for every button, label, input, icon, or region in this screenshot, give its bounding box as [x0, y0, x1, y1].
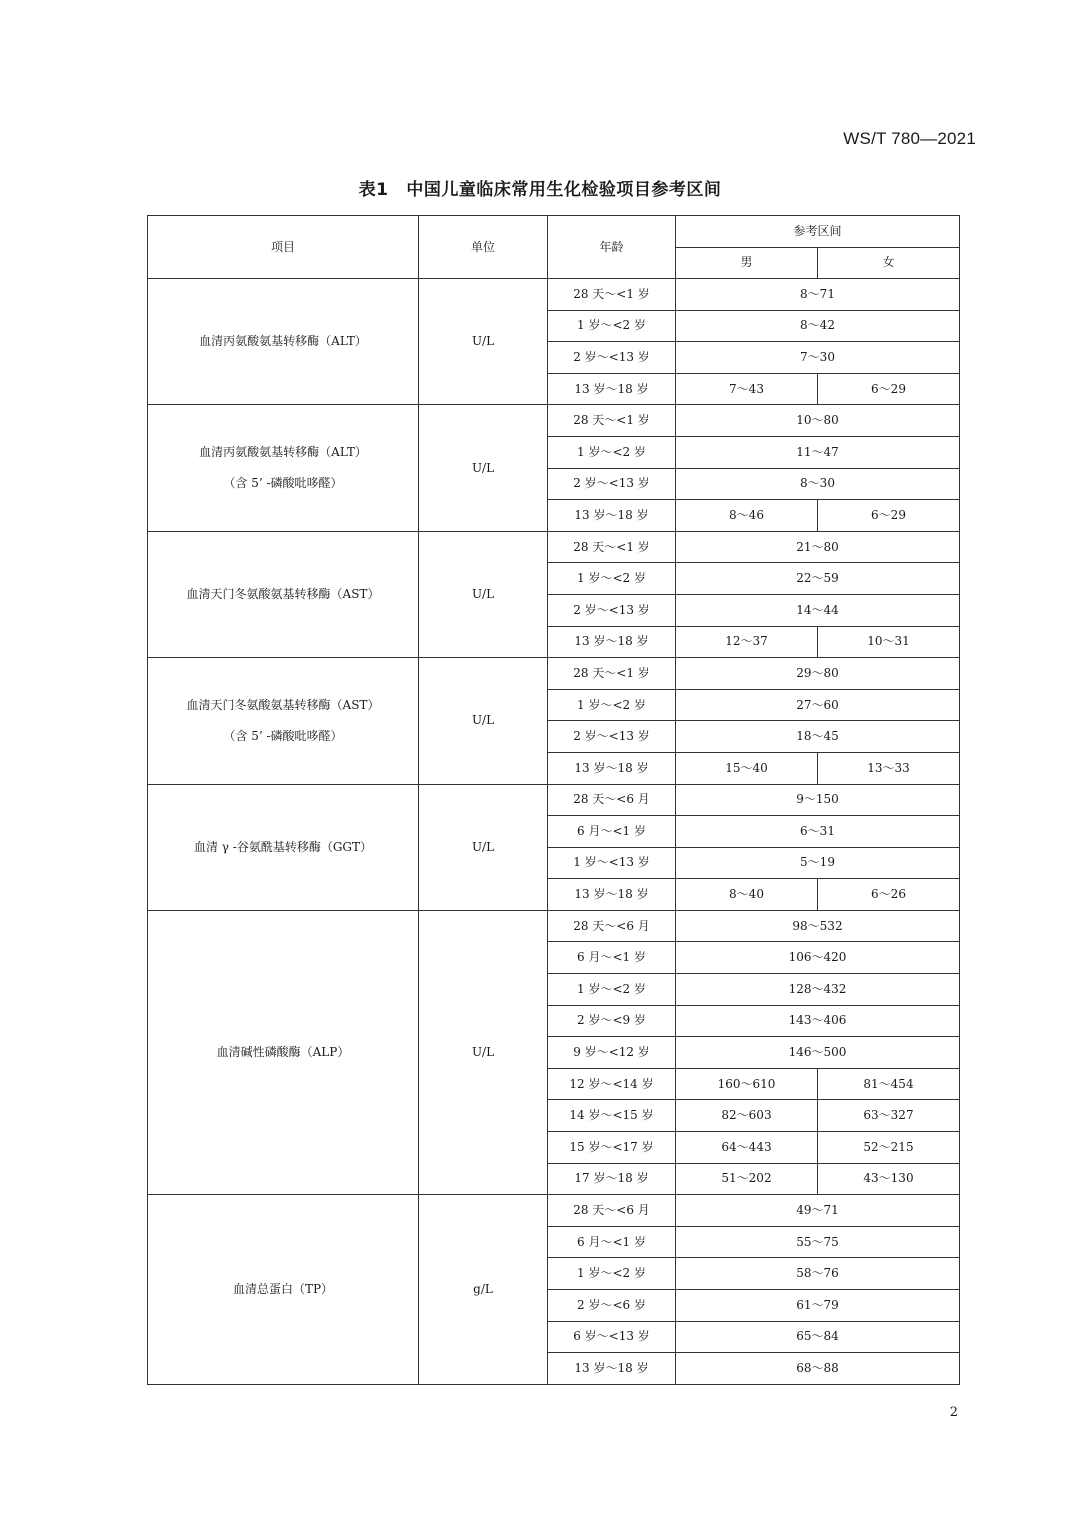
table-row	[148, 405, 960, 437]
item-name-cell	[148, 279, 419, 405]
age-cell: 15 岁～<17 岁	[548, 1132, 676, 1164]
table-row	[148, 658, 960, 690]
age-cell: 2 岁～<6 岁	[548, 1290, 676, 1322]
reference-interval-table	[147, 215, 960, 1385]
age-cell: 28 天～<6 月	[548, 1195, 676, 1227]
age-cell: 13 岁～18 岁	[548, 879, 676, 911]
table-title	[0, 175, 1080, 200]
item-name-cell	[148, 405, 419, 531]
header-reference-interval: 参考区间	[676, 216, 960, 248]
item-name-line: 血清天门冬氨酸氨基转移酶（AST）	[186, 586, 380, 601]
age-cell: 28 天～<1 岁	[548, 405, 676, 437]
age-cell: 1 岁～<13 岁	[548, 847, 676, 879]
age-cell: 13 岁～18 岁	[548, 500, 676, 532]
item-name-line: 血清总蛋白（TP）	[232, 1282, 334, 1296]
reference-value-cell: 5～19	[676, 847, 960, 879]
age-cell: 1 岁～<2 岁	[548, 310, 676, 342]
item-name-line: 血清丙氨酸氨基转移酶（ALT）	[199, 445, 367, 460]
reference-value-cell: 146～500	[676, 1037, 960, 1069]
item-name-line: 血清碱性磷酸酶（ALP）	[216, 1045, 350, 1060]
male-value-cell: 12～37	[676, 626, 818, 658]
table-row	[148, 784, 960, 816]
female-value-cell: 6～29	[818, 373, 960, 405]
reference-value-cell: 98～532	[676, 910, 960, 942]
female-value-cell: 81～454	[818, 1068, 960, 1100]
item-name-cell	[148, 531, 419, 657]
header-item: 项目	[148, 216, 419, 279]
reference-value-cell: 7～30	[676, 342, 960, 374]
age-cell: 13 岁～18 岁	[548, 373, 676, 405]
table-row	[148, 531, 960, 563]
age-cell: 13 岁～18 岁	[548, 752, 676, 784]
age-cell: 28 天～<6 月	[548, 784, 676, 816]
unit-cell: U/L	[419, 531, 548, 657]
age-cell: 6 月～<1 岁	[548, 1226, 676, 1258]
male-value-cell: 8～40	[676, 879, 818, 911]
reference-value-cell: 9～150	[676, 784, 960, 816]
item-name-line: 血清天门冬氨酸氨基转移酶（AST）	[186, 697, 380, 712]
reference-value-cell: 65～84	[676, 1321, 960, 1353]
age-cell: 6 岁～<13 岁	[548, 1321, 676, 1353]
page-number: 2	[949, 1405, 958, 1420]
female-value-cell: 6～29	[818, 500, 960, 532]
female-value-cell: 13～33	[818, 752, 960, 784]
age-cell: 2 岁～<13 岁	[548, 342, 676, 374]
age-cell: 1 岁～<2 岁	[548, 1258, 676, 1290]
age-cell: 2 岁～<9 岁	[548, 1005, 676, 1037]
header-male: 男	[676, 247, 818, 279]
table-row	[148, 910, 960, 942]
document-code: WS/T 780—2021	[843, 129, 976, 148]
age-cell: 2 岁～<13 岁	[548, 721, 676, 753]
reference-value-cell: 49～71	[676, 1195, 960, 1227]
age-cell: 1 岁～<2 岁	[548, 689, 676, 721]
reference-value-cell: 68～88	[676, 1353, 960, 1385]
table-body	[148, 279, 960, 1385]
male-value-cell: 64～443	[676, 1132, 818, 1164]
male-value-cell: 8～46	[676, 500, 818, 532]
unit-cell: U/L	[419, 784, 548, 910]
reference-value-cell: 55～75	[676, 1226, 960, 1258]
age-cell: 14 岁～<15 岁	[548, 1100, 676, 1132]
item-name-cell	[148, 910, 419, 1194]
item-name-line: （含 5’ -磷酸吡哆醛）	[223, 728, 343, 743]
age-cell: 13 岁～18 岁	[548, 626, 676, 658]
table-title-text: 中国儿童临床常用生化检验项目参考区间	[406, 180, 722, 200]
reference-value-cell: 14～44	[676, 594, 960, 626]
female-value-cell: 52～215	[818, 1132, 960, 1164]
reference-value-cell: 18～45	[676, 721, 960, 753]
reference-value-cell: 8～42	[676, 310, 960, 342]
unit-cell: U/L	[419, 279, 548, 405]
table-row	[148, 279, 960, 311]
age-cell: 6 月～<1 岁	[548, 816, 676, 848]
reference-value-cell: 143～406	[676, 1005, 960, 1037]
male-value-cell: 160～610	[676, 1068, 818, 1100]
unit-cell: U/L	[419, 658, 548, 784]
item-name-cell	[148, 658, 419, 784]
reference-value-cell: 27～60	[676, 689, 960, 721]
reference-value-cell: 8～71	[676, 279, 960, 311]
header-female: 女	[818, 247, 960, 279]
age-cell: 9 岁～<12 岁	[548, 1037, 676, 1069]
age-cell: 6 月～<1 岁	[548, 942, 676, 974]
item-name-cell	[148, 784, 419, 910]
age-cell: 28 天～<1 岁	[548, 279, 676, 311]
age-cell: 1 岁～<2 岁	[548, 563, 676, 595]
reference-value-cell: 106～420	[676, 942, 960, 974]
unit-cell: U/L	[419, 405, 548, 531]
reference-value-cell: 22～59	[676, 563, 960, 595]
age-cell: 28 天～<1 岁	[548, 658, 676, 690]
table-number: 表1	[358, 180, 389, 200]
female-value-cell: 43～130	[818, 1163, 960, 1195]
reference-value-cell: 58～76	[676, 1258, 960, 1290]
male-value-cell: 7～43	[676, 373, 818, 405]
age-cell: 2 岁～<13 岁	[548, 594, 676, 626]
male-value-cell: 51～202	[676, 1163, 818, 1195]
reference-value-cell: 29～80	[676, 658, 960, 690]
age-cell: 1 岁～<2 岁	[548, 436, 676, 468]
female-value-cell: 63～327	[818, 1100, 960, 1132]
reference-value-cell: 128～432	[676, 974, 960, 1006]
reference-value-cell: 10～80	[676, 405, 960, 437]
reference-value-cell: 21～80	[676, 531, 960, 563]
age-cell: 17 岁～18 岁	[548, 1163, 676, 1195]
reference-value-cell: 6～31	[676, 816, 960, 848]
unit-cell: U/L	[419, 910, 548, 1194]
male-value-cell: 15～40	[676, 752, 818, 784]
reference-value-cell: 11～47	[676, 436, 960, 468]
age-cell: 2 岁～<13 岁	[548, 468, 676, 500]
male-value-cell: 82～603	[676, 1100, 818, 1132]
reference-value-cell: 61～79	[676, 1290, 960, 1322]
age-cell: 28 天～<6 月	[548, 910, 676, 942]
header-unit: 单位	[419, 216, 548, 279]
item-name-line: 血清 γ -谷氨酰基转移酶（GGT）	[193, 839, 373, 854]
item-name-cell	[148, 1195, 419, 1385]
item-name-line: （含 5’ -磷酸吡哆醛）	[223, 476, 343, 491]
header-age: 年龄	[548, 216, 676, 279]
female-value-cell: 10～31	[818, 626, 960, 658]
table-row	[148, 1195, 960, 1227]
age-cell: 13 岁～18 岁	[548, 1353, 676, 1385]
unit-cell: g/L	[419, 1195, 548, 1385]
item-name-line: 血清丙氨酸氨基转移酶（ALT）	[199, 334, 367, 349]
age-cell: 12 岁～<14 岁	[548, 1068, 676, 1100]
female-value-cell: 6～26	[818, 879, 960, 911]
age-cell: 28 天～<1 岁	[548, 531, 676, 563]
reference-value-cell: 8～30	[676, 468, 960, 500]
age-cell: 1 岁～<2 岁	[548, 974, 676, 1006]
